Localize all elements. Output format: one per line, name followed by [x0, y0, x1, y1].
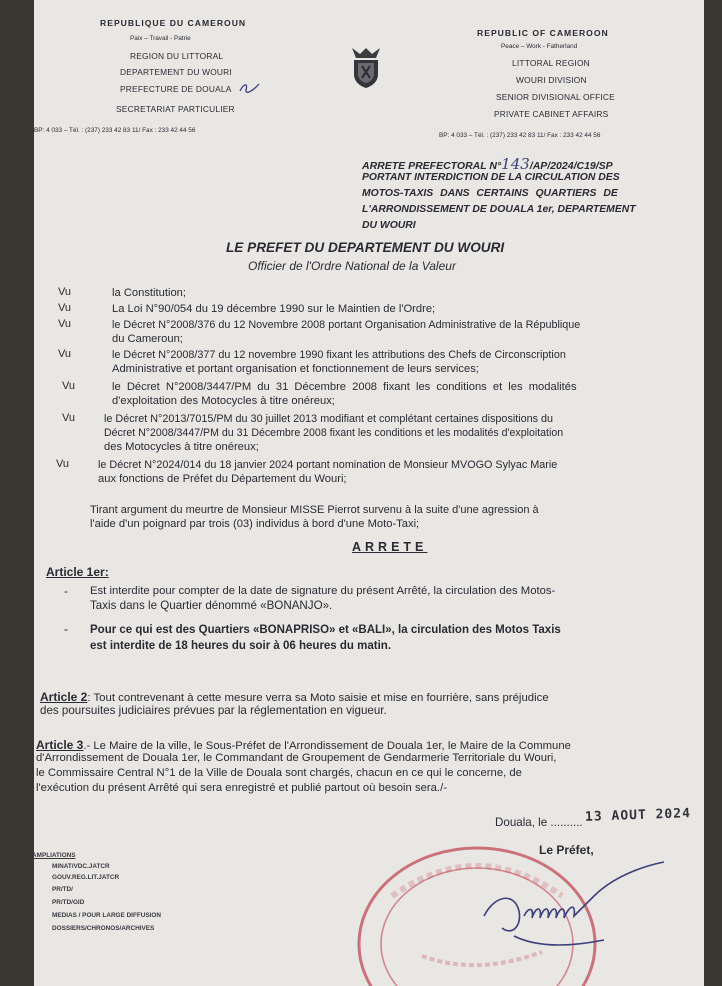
vu-item-4-line-2: Administrative et portant organisation et fonctionnement de leurs services; — [112, 363, 479, 375]
vu-item-1: la Constitution; — [112, 287, 187, 299]
vu-item-7-line-1: le Décret N°2024/014 du 18 janvier 2024 portant nomination de Monsieur MVOGO Sylyac Marie — [98, 459, 558, 471]
ampliation-item: PR/TD/GID — [52, 899, 85, 906]
vu-label: Vu — [62, 380, 76, 392]
arrete-heading: ARRETE — [352, 540, 428, 554]
article-1-bullet-1-line-2: Taxis dans le Quartier dénommé «BONANJO». — [90, 599, 333, 612]
vu-item-5-line-1: le Décret N°2008/3447/PM du 31 Décembre 2008 fixant les conditions et les modalités — [112, 381, 577, 393]
coat-of-arms-icon — [346, 44, 386, 90]
ampliations-title: AMPLIATIONS — [32, 852, 76, 859]
decree-title-line-1: PORTANT INTERDICTION DE LA CIRCULATION DES — [362, 172, 620, 183]
vu-item-6-line-3: des Motocycles à titre onéreux; — [104, 441, 259, 453]
header-right-country: REPUBLIC OF CAMEROON — [477, 28, 609, 38]
article-2-label: Article 2 — [40, 690, 88, 704]
decree-title-line-2: MOTOS-TAXIS DANS CERTAINS QUARTIERS DE — [362, 188, 618, 199]
article-1-bullet-2-line-2: est interdite de 18 heures du soir à 06 heures du matin. — [90, 640, 392, 652]
vu-item-4-line-1: le Décret N°2008/377 du 12 novembre 1990 fixant les attributions des Chefs de Circonscription — [112, 349, 566, 361]
date-stamp: 13 AOUT 2024 — [584, 806, 692, 825]
authority-subtitle: Officier de l'Ordre National de la Valeur — [248, 259, 456, 273]
decree-number — [362, 155, 613, 173]
vu-item-6-line-1: le Décret N°2013/7015/PM du 30 juillet 2013 modifiant et complétant certaines dispositions du — [104, 413, 554, 425]
article-3-line-1: .- Le Maire de la ville, le Sous-Préfet de l'Arrondissement de Douala 1er, le Maire de la Commune — [83, 740, 571, 752]
article-1-bullet-2-line-1: Pour ce qui est des Quartiers «BONAPRISO» et «BALI», la circulation des Motos Taxis — [90, 624, 561, 636]
article-3-line-3: le Commissaire Central N°1 de la Ville de Douala sont chargés, chacun en ce qui le concerne, de — [36, 767, 522, 779]
header-right-contact: BP: 4 033 – Tél. : (237) 233 42 83 11/ Fax : 233 42 44 56 — [439, 132, 601, 139]
header-right-cabinet: PRIVATE CABINET AFFAIRS — [494, 109, 609, 119]
vu-item-7-line-2: aux fonctions de Préfet du Département du Wouri; — [98, 473, 347, 485]
vu-label: Vu — [58, 348, 72, 360]
signature-place: Douala, le .......... — [495, 816, 583, 829]
decree-number-suffix: /AP/2024/C19/SP — [529, 160, 613, 172]
header-left-secretariat: SECRETARIAT PARTICULIER — [116, 104, 235, 114]
ampliation-item: PR/TD/ — [52, 886, 73, 893]
header-right-motto: Peace – Work - Fatherland — [501, 43, 578, 50]
decree-title-line-4: DU WOURI — [362, 220, 416, 231]
article-3-label: Article 3 — [36, 738, 84, 752]
signer-title: Le Préfet, — [539, 843, 594, 857]
header-left-country: REPUBLIQUE DU CAMEROUN — [100, 18, 247, 28]
ampliation-item: DOSSIERS/CHRONOS/ARCHIVES — [52, 925, 155, 932]
vu-item-3-line-2: du Cameroun; — [112, 333, 183, 345]
ampliation-item: MINAT/VDC.JATCR — [52, 863, 110, 870]
header-right-region: LITTORAL REGION — [512, 58, 590, 68]
document-page — [34, 0, 704, 986]
vu-item-2: La Loi N°90/054 du 19 décembre 1990 sur le Maintien de l'Ordre; — [112, 303, 436, 315]
considering-line-2: l'aide d'un poignard par trois (03) individus à bord d'une Moto-Taxi; — [90, 518, 420, 530]
bullet-dash-icon: - — [64, 584, 68, 598]
vu-label: Vu — [62, 412, 76, 424]
vu-item-3-line-1: le Décret N°2008/376 du 12 Novembre 2008 portant Organisation Administrative de la République — [112, 319, 581, 331]
vu-label: Vu — [58, 318, 72, 330]
ampliation-item: GOUV.REG.LIT.JATCR — [52, 874, 120, 881]
handwritten-mark — [238, 81, 262, 97]
header-left-prefecture: PREFECTURE DE DOUALA — [120, 84, 232, 94]
signature-icon — [474, 856, 674, 966]
article-3-line-2: d'Arrondissement de Douala 1er, le Commandant de Groupement de Gendarmerie Territoriale du Wouri, — [36, 752, 557, 764]
vu-item-6-line-2: Décret N°2008/3447/PM du 31 Décembre 2008 fixant les conditions et les modalités d'exploitation — [104, 427, 564, 439]
header-left-region: REGION DU LITTORAL — [130, 51, 224, 61]
considering-line-1: Tirant argument du meurtre de Monsieur MISSE Pierrot survenu à la suite d'une agression à — [90, 504, 539, 516]
article-3-line-4: l'exécution du présent Arrêté qui sera enregistré et publié partout où besoin sera./- — [36, 782, 447, 794]
ampliation-item: MEDIAS / POUR LARGE DIFFUSION — [52, 912, 161, 919]
header-left-contact: BP: 4 033 – Tél. : (237) 233 42 83 11/ Fax : 233 42 44 56 — [34, 127, 196, 134]
article-2-line-2: des poursuites judiciaires prévues par la réglementation en vigueur. — [40, 704, 387, 717]
authority-title: LE PREFET DU DEPARTEMENT DU WOURI — [226, 240, 505, 255]
vu-label: Vu — [58, 302, 72, 314]
header-right-division: WOURI DIVISION — [516, 75, 587, 85]
decree-number-handwritten: 143 — [501, 155, 530, 173]
header-right-office: SENIOR DIVISIONAL OFFICE — [496, 92, 615, 102]
decree-title-line-3: L'ARRONDISSEMENT DE DOUALA 1er, DEPARTEMENT — [362, 204, 636, 215]
header-left-motto: Paix – Travail - Patrie — [130, 35, 191, 42]
vu-item-5-line-2: d'exploitation des Motocycles à titre onéreux; — [112, 395, 335, 407]
bullet-dash-icon: - — [64, 622, 68, 636]
vu-label: Vu — [56, 458, 70, 470]
article-2-line-1: : Tout contrevenant à cette mesure verra sa Moto saisie et mise en fourrière, sans préjudice — [87, 692, 549, 704]
vu-label: Vu — [58, 286, 72, 298]
decree-number-prefix: ARRETE PREFECTORAL N° — [362, 160, 502, 172]
header-left-department: DEPARTEMENT DU WOURI — [120, 67, 232, 77]
article-1-bullet-1-line-1: Est interdite pour compter de la date de signature du présent Arrêté, la circulation des Motos- — [90, 585, 556, 597]
article-1-label: Article 1er: — [46, 565, 109, 579]
